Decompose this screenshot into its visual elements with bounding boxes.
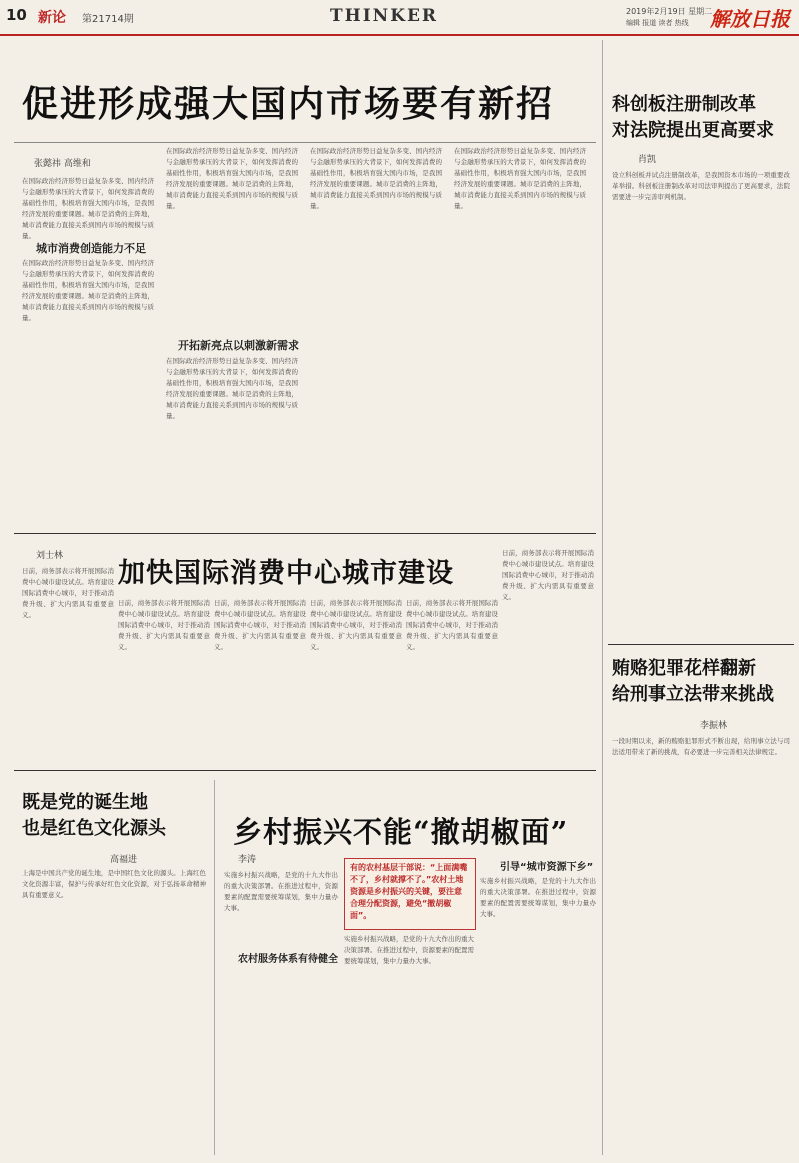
side3-title-line1: 既是党的诞生地: [22, 792, 148, 813]
side2-byline: 李振林: [700, 721, 728, 731]
article3-headline: 乡村振兴不能“撤胡椒面”: [233, 815, 569, 849]
article3-subhead-1: 农村服务体系有待健全: [238, 954, 338, 965]
tagline: 编辑 报道 读者 热线: [626, 19, 689, 27]
section-name: 新论: [38, 10, 66, 26]
article3-byline: 李涛: [238, 855, 257, 865]
divider: [14, 142, 596, 143]
section-divider: [14, 770, 596, 771]
side2-title-line1: 贿赂犯罪花样翻新: [612, 658, 756, 679]
side1-body: 设立科创板并试点注册制改革，是我国资本市场的一项重要改革举措。科创板注册制改革对司法审判提出了更高要求，法院需要进一步完善审判机制。: [612, 171, 790, 201]
article2-body-col-5: 日前，商务部表示将开展国际消费中心城市建设试点。培育建设国际消费中心城市，对于推动消费升级、扩大内需具有重要意义。: [406, 599, 498, 651]
divider: [608, 644, 794, 645]
date-line: 2019年2月19日 星期二: [626, 7, 713, 16]
article3-body-col-1: 实施乡村振兴战略，是党的十九大作出的重大决策部署。在推进过程中，资源要素的配置需要统筹谋划，集中力量办大事。: [224, 871, 338, 912]
article3-body-col-2: 实施乡村振兴战略，是党的十九大作出的重大决策部署。在推进过程中，资源要素的配置需要统筹谋划，集中力量办大事。: [344, 935, 474, 965]
article2-headline: 加快国际消费中心城市建设: [118, 558, 454, 589]
side1-title-line1: 科创板注册制改革: [612, 94, 756, 115]
side3-byline: 高福进: [110, 855, 138, 865]
article2-body-col-1: 日前，商务部表示将开展国际消费中心城市建设试点。培育建设国际消费中心城市，对于推动消费升级、扩大内需具有重要意义。: [22, 567, 114, 619]
column-divider: [602, 40, 603, 1155]
article2-body-col-2: 日前，商务部表示将开展国际消费中心城市建设试点。培育建设国际消费中心城市，对于推动消费升级、扩大内需具有重要意义。: [118, 599, 210, 651]
side3-title-line2: 也是红色文化源头: [22, 818, 166, 839]
thinker-label: THINKER: [330, 6, 439, 26]
article3-subhead-2: 引导“城市资源下乡”: [500, 862, 594, 873]
main-body-col-4: 在国际政治经济形势日益复杂多变、国内经济与金融形势承压的大背景下，如何发挥消费的基础性作用，积极培育强大国内市场，是我国经济发展的重要课题。城市是消费的主阵地，城市消费能力直接关系到国内市场的规模与质量。: [454, 147, 586, 210]
article2-body-col-3: 日前，商务部表示将开展国际消费中心城市建设试点。培育建设国际消费中心城市，对于推动消费升级、扩大内需具有重要意义。: [214, 599, 306, 651]
side1-title-line2: 对法院提出更高要求: [612, 120, 774, 141]
article2-body-col-4: 日前，商务部表示将开展国际消费中心城市建设试点。培育建设国际消费中心城市，对于推动消费升级、扩大内需具有重要意义。: [310, 599, 402, 651]
main-subhead-1: 城市消费创造能力不足: [36, 242, 146, 255]
main-body-col-1b: 在国际政治经济形势日益复杂多变、国内经济与金融形势承压的大背景下，如何发挥消费的基础性作用，积极培育强大国内市场，是我国经济发展的重要课题。城市是消费的主阵地，城市消费能力直接关系到国内市场的规模与质量。: [22, 259, 154, 322]
page-number: 10: [6, 6, 27, 24]
article2-byline: 刘士林: [36, 551, 64, 561]
article3-body-col-3: 实施乡村振兴战略，是党的十九大作出的重大决策部署。在推进过程中，资源要素的配置需要统筹谋划，集中力量办大事。: [480, 877, 596, 918]
section-divider: [14, 533, 596, 534]
side2-title-line2: 给刑事立法带来挑战: [612, 684, 774, 705]
side1-byline: 肖凯: [638, 155, 657, 165]
side3-body: 上海是中国共产党的诞生地，是中国红色文化的源头。上海红色文化资源丰富，保护与传承好红色文化资源，对于弘扬革命精神具有重要意义。: [22, 869, 206, 899]
newspaper-logo: 解放日报: [710, 7, 790, 31]
main-subhead-2: 开拓新亮点以刺激新需求: [178, 339, 299, 352]
side2-body: 一段时期以来，新的贿赂犯罪形式不断出现，给刑事立法与司法适用带来了新的挑战，有必要进一步完善相关法律规定。: [612, 737, 790, 756]
main-body-col-2: 在国际政治经济形势日益复杂多变、国内经济与金融形势承压的大背景下，如何发挥消费的基础性作用，积极培育强大国内市场，是我国经济发展的重要课题。城市是消费的主阵地，城市消费能力直接关系到国内市场的规模与质量。: [166, 147, 298, 210]
main-byline: 张懿祎 高维和: [34, 159, 91, 169]
article2-body-col-6: 日前，商务部表示将开展国际消费中心城市建设试点。培育建设国际消费中心城市，对于推动消费升级、扩大内需具有重要意义。: [502, 549, 594, 601]
column-divider: [214, 780, 215, 1155]
main-headline: 促进形成强大国内市场要有新招: [22, 83, 555, 125]
main-body-col-1: 在国际政治经济形势日益复杂多变、国内经济与金融形势承压的大背景下，如何发挥消费的基础性作用，积极培育强大国内市场，是我国经济发展的重要课题。城市是消费的主阵地，城市消费能力直接关系到国内市场的规模与质量。: [22, 177, 154, 240]
pull-quote: 有的农村基层干部说：“上面满嘴不了，乡村就撑不了。”农村土地资源是乡村振兴的关键，要注意合理分配资源，避免“撤胡椒面”。: [350, 863, 468, 920]
main-body-col-2b: 在国际政治经济形势日益复杂多变、国内经济与金融形势承压的大背景下，如何发挥消费的基础性作用，积极培育强大国内市场，是我国经济发展的重要课题。城市是消费的主阵地，城市消费能力直接关系到国内市场的规模与质量。: [166, 357, 298, 420]
main-body-col-3: 在国际政治经济形势日益复杂多变、国内经济与金融形势承压的大背景下，如何发挥消费的基础性作用，积极培育强大国内市场，是我国经济发展的重要课题。城市是消费的主阵地，城市消费能力直接关系到国内市场的规模与质量。: [310, 147, 442, 210]
issue-number: 第21714期: [82, 14, 134, 25]
